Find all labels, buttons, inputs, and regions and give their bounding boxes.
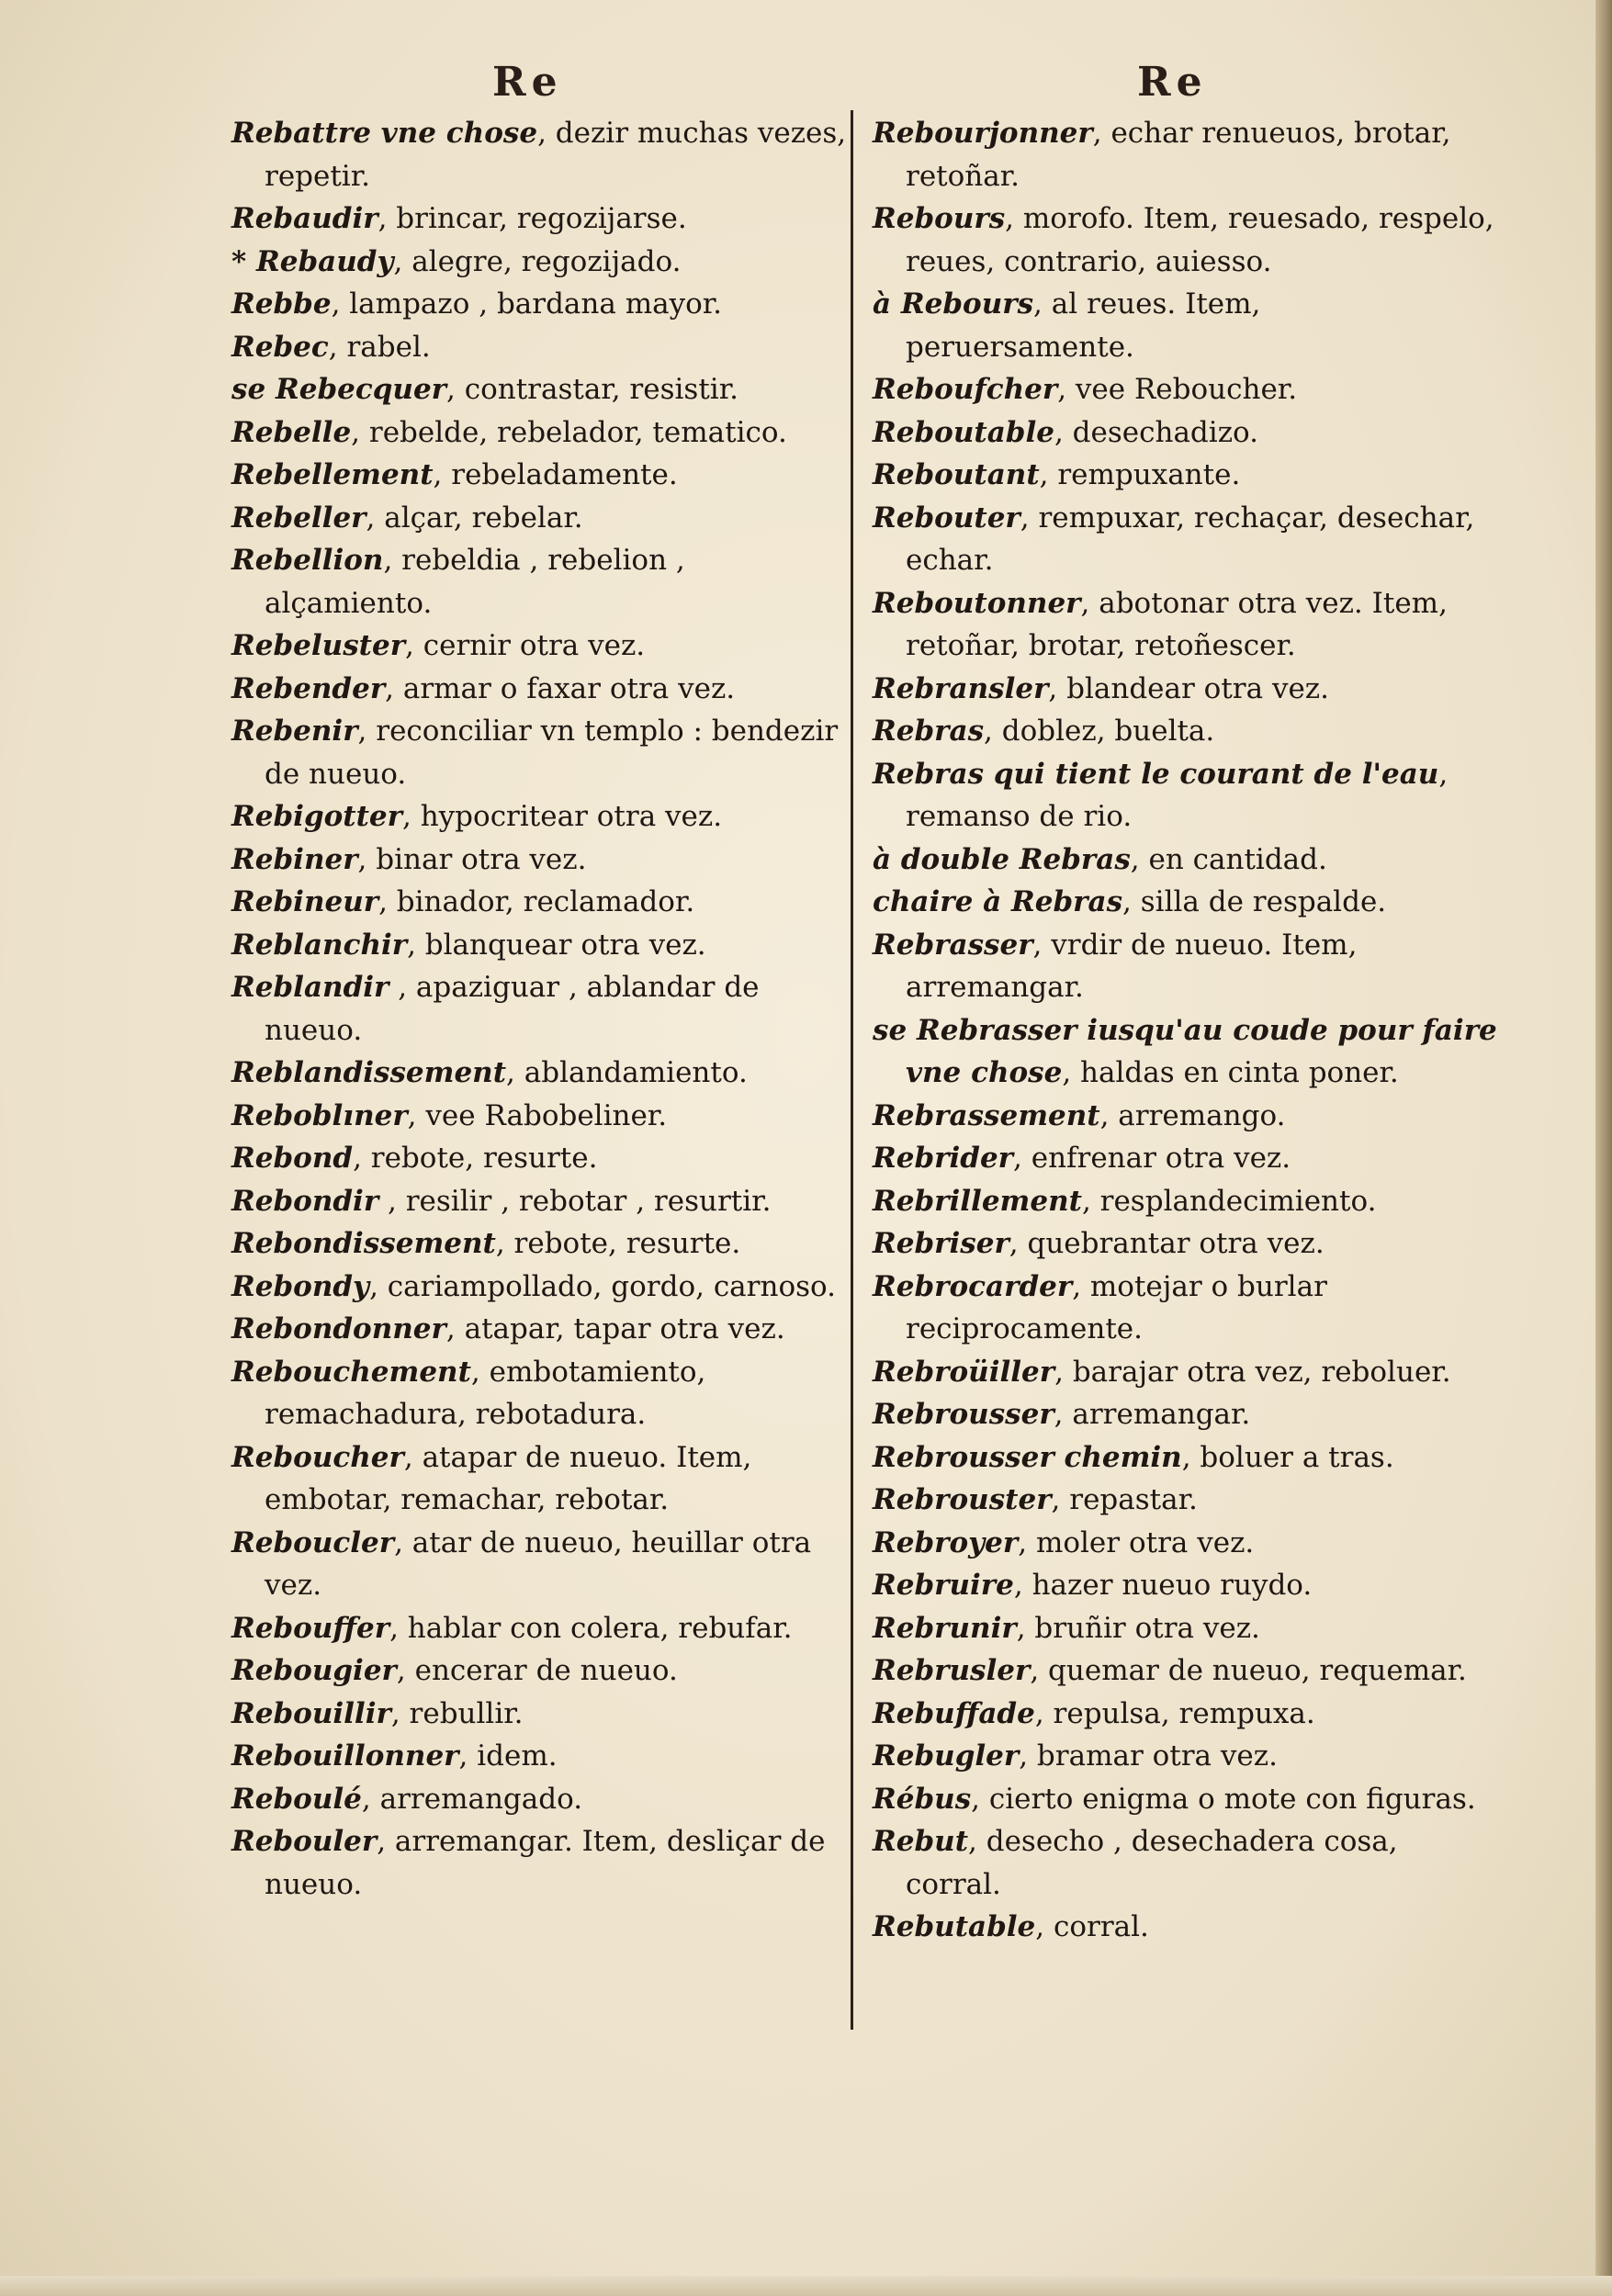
entry-definition: , rabel.: [328, 330, 431, 364]
entry-definition: , abotonar otra vez. Item, retoñar, brotar, retoñescer.: [906, 586, 1448, 662]
entry-definition: , resplandecimiento.: [1081, 1184, 1377, 1218]
entry-headword: Reboufcher: [873, 373, 1058, 406]
entry-definition: , echar renueuos, brotar, retoñar.: [906, 117, 1451, 193]
entry-definition: , rebelde, rebelador, tematico.: [351, 415, 787, 449]
entry-headword: Rebours: [873, 202, 1006, 235]
entry-definition: , desecho , desechadera cosa, corral.: [906, 1825, 1398, 1901]
entry-headword: à double Rebras: [873, 842, 1131, 876]
entry-headword: Reboutant: [873, 458, 1040, 491]
dictionary-entry: [231, 1180, 856, 1223]
entry-definition: , doblez, buelta.: [984, 715, 1215, 748]
column-divider: [851, 110, 853, 2030]
entry-headword: Rébus: [873, 1782, 972, 1816]
entry-definition: , bramar otra vez.: [1019, 1739, 1278, 1773]
entry-definition: , al reues. Item, peruersamente.: [906, 287, 1261, 364]
entry-headword: Rebut: [873, 1825, 969, 1858]
entry-headword: Rebutable: [873, 1910, 1036, 1943]
dictionary-entry: [231, 454, 856, 497]
dictionary-entry: [873, 1735, 1497, 1778]
dictionary-entry: [873, 1479, 1497, 1522]
dictionary-entry: [231, 1095, 856, 1138]
entry-definition: , cariampollado, gordo, carnoso.: [369, 1269, 836, 1303]
dictionary-entry: [873, 454, 1497, 497]
entry-definition: , arremangado.: [361, 1782, 583, 1816]
dictionary-entry: [231, 1308, 856, 1351]
dictionary-entry: [873, 112, 1497, 197]
dictionary-entry: [873, 710, 1497, 753]
entry-headword: Rebras: [873, 715, 985, 748]
dictionary-entry: [231, 197, 856, 241]
entry-definition: , rebeldia , rebelion , alçamiento.: [265, 544, 685, 620]
entry-headword: Rebrunir: [873, 1611, 1017, 1645]
entry-headword: Rebrider: [873, 1142, 1014, 1175]
entry-definition: , remanso de rio.: [906, 757, 1449, 833]
dictionary-entry: [231, 1778, 856, 1821]
entry-headword: Rebenir: [231, 715, 358, 748]
entry-headword: Rebineur: [231, 885, 379, 918]
entry-definition: , bruñir otra vez.: [1016, 1611, 1260, 1645]
entry-definition: , quemar de nueuo, requemar.: [1030, 1654, 1467, 1687]
entry-definition: , hablar con colera, rebufar.: [389, 1611, 793, 1645]
entry-definition: , rebullir.: [390, 1696, 524, 1730]
entry-definition: , arremangar. Item, desliçar de nueuo.: [265, 1825, 826, 1901]
entry-headword: Rebuffade: [873, 1696, 1035, 1730]
entry-definition: , atapar de nueuo. Item, embotar, remachar, rebotar.: [265, 1440, 752, 1516]
dictionary-entry: [873, 1564, 1497, 1607]
entry-headword: Rebond: [231, 1142, 354, 1175]
dictionary-entry: [873, 283, 1497, 368]
entry-definition: , rempuxar, rechaçar, desechar, echar.: [906, 501, 1475, 577]
dictionary-entry: [231, 1522, 856, 1607]
entry-headword: Reboutonner: [873, 586, 1081, 620]
dictionary-entry: [231, 625, 856, 668]
entry-headword: Reblanchir: [231, 928, 408, 962]
entry-definition: , vee Rabobeliner.: [407, 1098, 668, 1132]
entry-headword: Rebattre vne chose: [231, 117, 538, 150]
right-running-header: Re: [1137, 59, 1208, 106]
entry-definition: , reconciliar vn templo : bendezir de nueuo.: [265, 715, 839, 791]
dictionary-entry: [231, 881, 856, 924]
dictionary-entry: [873, 668, 1497, 711]
entry-headword: se Rebrasser iusqu'au coude pour faire vne chose: [873, 1013, 1497, 1089]
dictionary-entry: [873, 1906, 1497, 1949]
entry-headword: Rebouchement: [231, 1355, 471, 1389]
dictionary-entry: [873, 753, 1497, 838]
dictionary-entry: [873, 1009, 1497, 1095]
dictionary-entry: [231, 1735, 856, 1778]
dictionary-entry: [231, 668, 856, 711]
dictionary-entry: [873, 1436, 1497, 1480]
dictionary-entry: [873, 1820, 1497, 1906]
dictionary-entry: [873, 582, 1497, 668]
entry-headword: Rebouffer: [231, 1611, 390, 1645]
entry-headword: Reblandissement: [231, 1056, 507, 1089]
entry-definition: , lampazo , bardana mayor.: [331, 287, 723, 321]
entry-headword: Reblandir: [231, 971, 389, 1004]
entry-headword: Rebec: [231, 330, 329, 364]
dictionary-entry: [873, 411, 1497, 455]
entry-definition: , embotamiento, remachadura, rebotadura.: [265, 1355, 706, 1431]
entry-headword: Rebouter: [873, 501, 1020, 535]
entry-headword: Rebaudir: [231, 202, 378, 235]
entry-headword: chaire à Rebras: [873, 885, 1123, 918]
dictionary-entry: [873, 1693, 1497, 1736]
entry-definition: , rebote, resurte.: [353, 1142, 598, 1175]
dictionary-entry: [873, 1649, 1497, 1693]
dictionary-entry: [231, 838, 856, 882]
dictionary-entry: [231, 1222, 856, 1266]
entry-definition: , contrastar, resistir.: [446, 373, 738, 406]
entry-definition: , arremangar.: [1054, 1398, 1251, 1431]
dictionary-entry: [873, 1095, 1497, 1138]
dictionary-entry: [873, 1351, 1497, 1394]
right-column: [873, 112, 1497, 1949]
dictionary-entry: [873, 1607, 1497, 1650]
entry-definition: , boluer a tras.: [1181, 1440, 1394, 1474]
entry-definition: , dezir muchas vezes, repetir.: [265, 117, 847, 193]
entry-headword: Reboucler: [231, 1525, 395, 1559]
dictionary-entry: [231, 368, 856, 411]
dictionary-entry: [231, 539, 856, 625]
entry-definition: , encerar de nueuo.: [396, 1654, 678, 1687]
entry-headword: Reboulé: [231, 1782, 362, 1816]
entry-definition: , vee Reboucher.: [1057, 373, 1298, 406]
dictionary-entry: [231, 497, 856, 540]
entry-headword: Rebondissement: [231, 1227, 496, 1260]
entry-definition: , repulsa, rempuxa.: [1034, 1696, 1315, 1730]
dictionary-entry: [231, 326, 856, 369]
dictionary-entry: [231, 1052, 856, 1095]
entry-headword: Rebrillement: [873, 1184, 1082, 1218]
dictionary-entry: [873, 1266, 1497, 1351]
entry-headword: Rebras qui tient le courant de l'eau: [873, 757, 1439, 791]
entry-definition: , alegre, regozijado.: [393, 244, 682, 278]
entry-headword: Rebbe: [231, 287, 332, 321]
entry-headword: Rebroüiller: [873, 1355, 1055, 1389]
entry-headword: Rebouillonner: [231, 1739, 459, 1773]
dictionary-entry: [231, 710, 856, 795]
entry-definition: , idem.: [458, 1739, 558, 1773]
dictionary-entry: [231, 241, 856, 284]
dictionary-entry: [231, 112, 856, 197]
entry-definition: , repastar.: [1051, 1483, 1198, 1516]
entry-definition: , apaziguar , ablandar de nueuo.: [265, 971, 760, 1047]
entry-headword: Rebigotter: [231, 800, 402, 833]
entry-headword: Rebourjonner: [873, 117, 1093, 150]
dictionary-entry: [873, 197, 1497, 283]
dictionary-entry: [231, 1649, 856, 1693]
entry-definition: , blandear otra vez.: [1048, 671, 1329, 705]
entry-definition: , rebote, resurte.: [495, 1227, 741, 1260]
dictionary-entry: [231, 1351, 856, 1436]
entry-definition: , vrdir de nueuo. Item, arremangar.: [906, 928, 1358, 1004]
dictionary-entry: [231, 924, 856, 967]
entry-headword: Rebransler: [873, 671, 1049, 705]
entry-definition: , arremango.: [1099, 1098, 1286, 1132]
dictionary-entry: [873, 1393, 1497, 1436]
dictionary-entry: [873, 1180, 1497, 1223]
entry-definition: , barajar otra vez, reboluer.: [1054, 1355, 1451, 1389]
entry-definition: , quebrantar otra vez.: [1009, 1227, 1325, 1260]
entry-definition: , cernir otra vez.: [405, 629, 646, 662]
entry-headword: Rebellion: [231, 544, 384, 577]
entry-headword: Rebondonner: [231, 1312, 446, 1345]
entry-headword: Rebelle: [231, 415, 352, 449]
entry-definition: , hazer nueuo ruydo.: [1013, 1569, 1313, 1602]
entry-definition: , armar o faxar otra vez.: [385, 671, 736, 705]
entry-definition: , haldas en cinta poner.: [1062, 1056, 1399, 1089]
dictionary-entry: [873, 1778, 1497, 1821]
entry-definition: , binar otra vez.: [357, 842, 587, 876]
dictionary-entry: [231, 1137, 856, 1180]
entry-headword: * Rebaudy: [231, 244, 394, 278]
entry-definition: , alçar, rebelar.: [366, 501, 583, 535]
entry-definition: , silla de respalde.: [1122, 885, 1387, 918]
entry-headword: Rebouillir: [231, 1696, 391, 1730]
left-column: [231, 112, 856, 1906]
entry-definition: , binador, reclamador.: [378, 885, 695, 918]
left-running-header: Re: [492, 59, 563, 106]
dictionary-entry: [231, 1693, 856, 1736]
dictionary-entry: [231, 283, 856, 326]
entry-definition: , atar de nueuo, heuillar otra vez.: [265, 1525, 812, 1602]
entry-headword: Rebugler: [873, 1739, 1020, 1773]
dictionary-entry: [231, 795, 856, 838]
dictionary-entry: [231, 411, 856, 455]
entry-headword: Rebellement: [231, 458, 434, 491]
entry-definition: , desechadizo.: [1054, 415, 1258, 449]
dictionary-entry: [873, 1137, 1497, 1180]
entry-headword: à Rebours: [873, 287, 1034, 321]
dictionary-entry: [231, 1436, 856, 1522]
entry-definition: , corral.: [1035, 1910, 1149, 1943]
entry-headword: Rebondy: [231, 1269, 370, 1303]
entry-headword: Reboutable: [873, 415, 1054, 449]
entry-headword: Rebruire: [873, 1569, 1014, 1602]
entry-headword: Rebrocarder: [873, 1269, 1073, 1303]
entry-definition: , rebeladamente.: [433, 458, 678, 491]
dictionary-entry: [873, 838, 1497, 882]
entry-headword: Rebougier: [231, 1654, 397, 1687]
dictionary-entry: [231, 1266, 856, 1309]
entry-headword: Rebrassement: [873, 1098, 1100, 1132]
entry-headword: Rebroyer: [873, 1525, 1019, 1559]
entry-headword: Rebrasser: [873, 928, 1033, 962]
entry-definition: , rempuxante.: [1039, 458, 1241, 491]
entry-headword: Rebender: [231, 671, 386, 705]
dictionary-entry: [873, 497, 1497, 582]
entry-headword: Rebrusler: [873, 1654, 1031, 1687]
entry-headword: Rebrouster: [873, 1483, 1052, 1516]
entry-headword: Rebrousser chemin: [873, 1440, 1182, 1474]
entry-definition: , moler otra vez.: [1018, 1525, 1255, 1559]
dictionary-entry: [873, 1522, 1497, 1565]
page-edge: [1595, 0, 1612, 2296]
entry-definition: , resilir , rebotar , resurtir.: [378, 1184, 772, 1218]
entry-definition: , cierto enigma o mote con figuras.: [971, 1782, 1476, 1816]
entry-headword: Rebeller: [231, 501, 366, 535]
entry-headword: Reboucher: [231, 1440, 404, 1474]
entry-headword: Reboblıner: [231, 1098, 408, 1132]
entry-definition: , atapar, tapar otra vez.: [445, 1312, 785, 1345]
dictionary-entry: [873, 881, 1497, 924]
dictionary-entry: [873, 368, 1497, 411]
entry-definition: , en cantidad.: [1130, 842, 1327, 876]
dictionary-entry: [231, 1607, 856, 1650]
dictionary-entry: [231, 1820, 856, 1906]
entry-headword: Rebeluster: [231, 629, 406, 662]
dictionary-entry: [873, 1222, 1497, 1266]
entry-definition: , ablandamiento.: [506, 1056, 748, 1089]
entry-headword: Rebondir: [231, 1184, 379, 1218]
entry-definition: , blanquear otra vez.: [407, 928, 706, 962]
entry-headword: se Rebecquer: [231, 373, 446, 406]
entry-headword: Rebrousser: [873, 1398, 1054, 1431]
entry-headword: Rebiner: [231, 842, 358, 876]
entry-definition: , brincar, regozijarse.: [378, 202, 687, 235]
dictionary-entry: [873, 924, 1497, 1009]
entry-headword: Rebouler: [231, 1825, 378, 1858]
entry-definition: , enfrenar otra vez.: [1013, 1142, 1291, 1175]
dictionary-entry: [231, 966, 856, 1052]
entry-definition: , morofo. Item, reuesado, respelo, reues, contrario, auiesso.: [906, 202, 1494, 278]
page-bottom-edge: [0, 2276, 1612, 2296]
entry-definition: , hypocritear otra vez.: [402, 800, 723, 833]
entry-headword: Rebriser: [873, 1227, 1009, 1260]
entry-definition: , motejar o burlar reciprocamente.: [906, 1269, 1327, 1345]
